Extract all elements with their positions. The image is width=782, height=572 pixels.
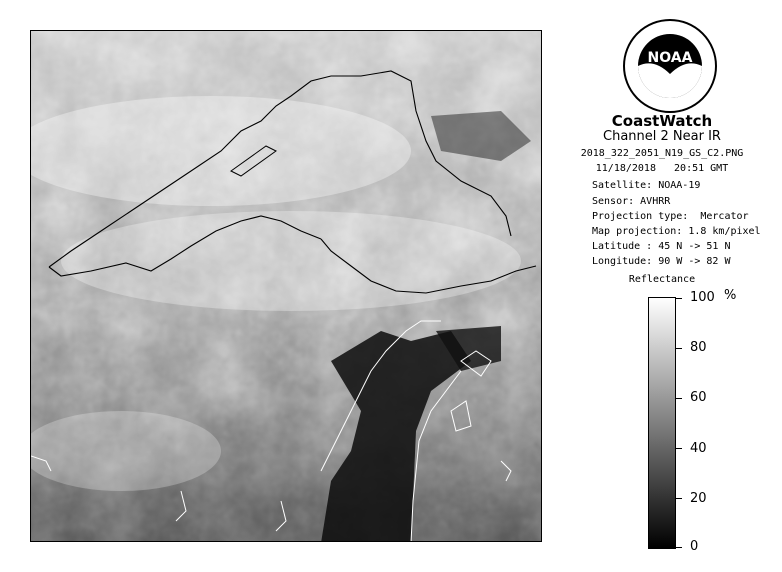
legend-title: Reflectance [628, 274, 696, 285]
satellite-scene [31, 31, 542, 542]
colorbar-tick [676, 398, 682, 399]
sensor-label: Sensor: AVHRR [592, 196, 671, 207]
longitude-label: Longitude: 90 W -> 82 W [592, 256, 731, 267]
reflectance-colorbar [648, 297, 676, 549]
satellite-label: Satellite: NOAA-19 [592, 180, 701, 191]
satellite-image [30, 30, 542, 542]
colorbar-tick [676, 547, 682, 548]
colorbar-tick-label: 40 [690, 441, 707, 456]
logo-text: NOAA [647, 50, 693, 66]
colorbar-tick [676, 448, 682, 449]
datetime-label: 11/18/2018 20:51 GMT [595, 163, 729, 174]
colorbar-tick [676, 348, 682, 349]
colorbar-tick-label: 100 [690, 290, 715, 305]
colorbar-tick-label: 80 [690, 340, 707, 355]
colorbar-unit: % [724, 288, 737, 303]
filename-label: 2018_322_2051_N19_GS_C2.PNG [580, 148, 744, 159]
colorbar-tick-label: 20 [690, 491, 707, 506]
projection-label: Projection type: Mercator [592, 211, 749, 222]
colorbar-tick [676, 298, 682, 299]
colorbar-tick-label: 0 [690, 539, 699, 554]
info-panel [560, 0, 782, 572]
noaa-emblem [622, 18, 718, 114]
map-projection-label: Map projection: 1.8 km/pixel [592, 226, 761, 237]
colorbar-tick [676, 498, 682, 499]
latitude-label: Latitude : 45 N -> 51 N [592, 241, 731, 252]
colorbar-tick-label: 60 [690, 390, 707, 405]
channel-subtitle: Channel 2 Near IR [603, 129, 721, 144]
app-title: CoastWatch [611, 112, 713, 130]
noaa-logo [622, 18, 718, 114]
